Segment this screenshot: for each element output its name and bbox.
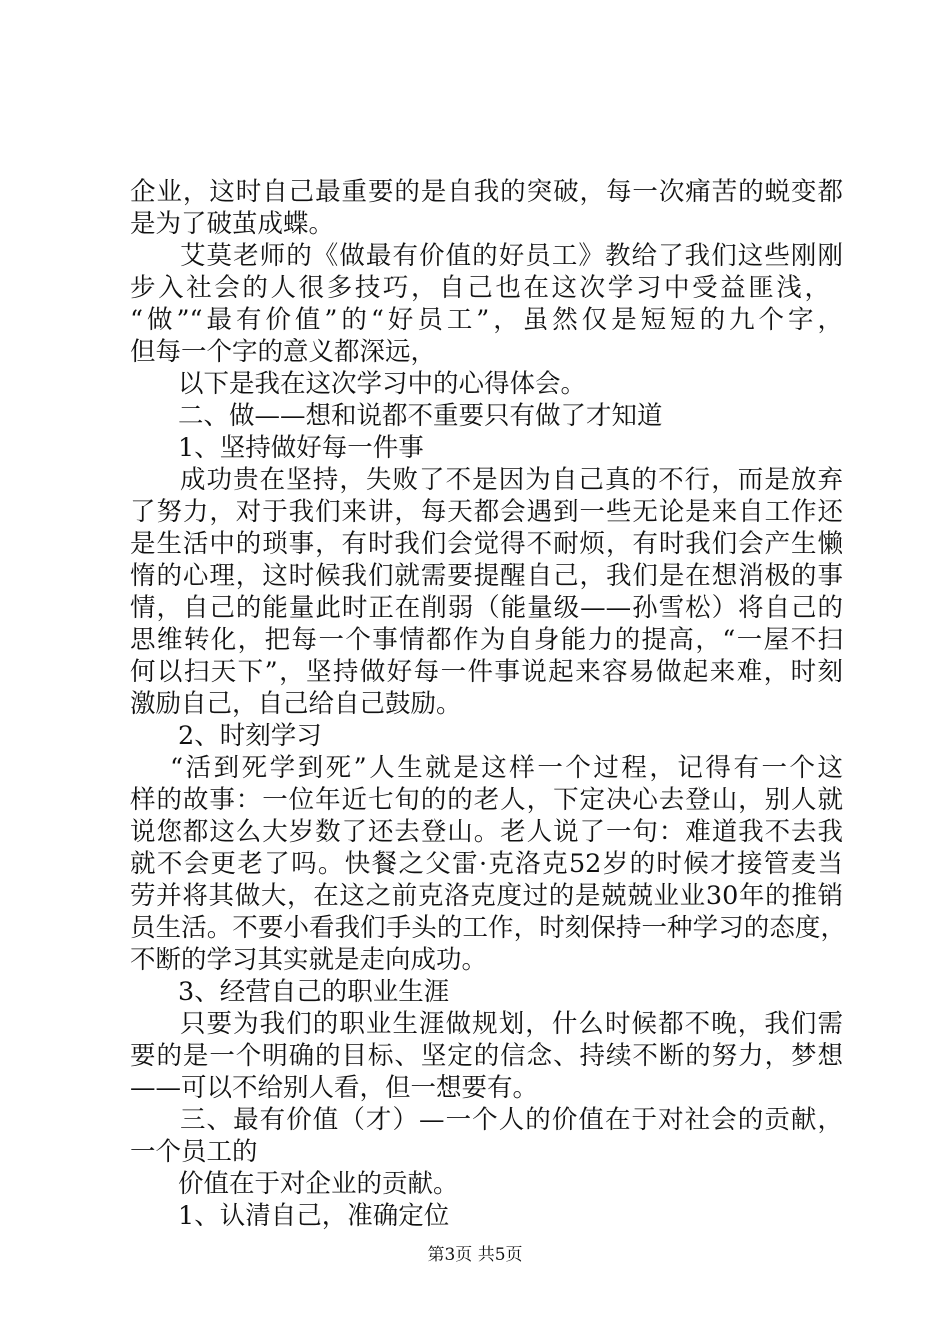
text-line: 步入社会的人很多技巧，自己也在这次学习中受益匪浅， xyxy=(130,273,830,303)
text-line: 惰的心理，这时候我们就需要提醒自己，我们是在想消极的事 xyxy=(130,561,843,591)
text-line: 成功贵在坚持，失败了不是因为自己真的不行，而是放弃 xyxy=(180,465,843,495)
text-line: 就不会更老了吗。快餐之父雷·克洛克52岁的时候才接管麦当 xyxy=(130,849,843,879)
text-line: 了努力，对于我们来讲，每天都会遇到一些无论是来自工作还 xyxy=(130,497,843,527)
text-line: 劳并将其做大，在这之前克洛克度过的是兢兢业业30年的推销 xyxy=(130,881,843,911)
text-line: 但每一个字的意义都深远， xyxy=(130,337,437,367)
text-line: 以下是我在这次学习中的心得体会。 xyxy=(178,369,587,399)
text-line: 企业，这时自己最重要的是自我的突破，每一次痛苦的蜕变都 xyxy=(130,177,843,207)
text-line: 说您都这么大岁数了还去登山。老人说了一句：难道我不去我 xyxy=(130,817,843,847)
text-line: 价值在于对企业的贡献。 xyxy=(178,1169,459,1199)
text-line: 激励自己，自己给自己鼓励。 xyxy=(130,689,462,719)
subsection-heading: 1、坚持做好每一件事 xyxy=(178,433,424,463)
text-line: 何以扫天下”，坚持做好每一件事说起来容易做起来难，时刻 xyxy=(130,657,843,687)
text-line: 只要为我们的职业生涯做规划，什么时候都不晚，我们需 xyxy=(180,1009,843,1039)
text-line: 员生活。不要小看我们手头的工作，时刻保持一种学习的态度， xyxy=(130,913,846,943)
subsection-heading: 2、时刻学习 xyxy=(178,721,322,751)
text-line: 样的故事：一位年近七旬的的老人，下定决心去登山，别人就 xyxy=(130,785,843,815)
section-heading: 三、最有价值（才）—一个人的价值在于对社会的贡献， xyxy=(180,1105,843,1135)
subsection-heading: 3、经营自己的职业生涯 xyxy=(178,977,450,1007)
text-line: 是为了破茧成蝶。 xyxy=(130,209,335,239)
page-number-footer: 第3页 共5页 xyxy=(427,1245,523,1265)
text-line: ——可以不给别人看，但一想要有。 xyxy=(130,1073,539,1103)
text-line: 一个员工的 xyxy=(130,1137,258,1167)
text-line: 艾莫老师的《做最有价值的好员工》教给了我们这些刚刚 xyxy=(180,241,843,271)
text-line: “做”“最有价值”的“好员工”，虽然仅是短短的九个字， xyxy=(130,305,843,335)
text-line: 是生活中的琐事，有时我们会觉得不耐烦，有时我们会产生懒 xyxy=(130,529,843,559)
text-line: “活到死学到死”人生就是这样一个过程，记得有一个这 xyxy=(170,753,843,783)
text-line: 要的是一个明确的目标、坚定的信念、持续不断的努力，梦想 xyxy=(130,1041,843,1071)
text-line: 不断的学习其实就是走向成功。 xyxy=(130,945,488,975)
section-heading: 二、做——想和说都不重要只有做了才知道 xyxy=(178,401,663,431)
text-line: 思维转化，把每一个事情都作为自身能力的提高，“一屋不扫 xyxy=(130,625,843,655)
subsection-heading: 1、认清自己，准确定位 xyxy=(178,1201,450,1231)
text-line: 情，自己的能量此时正在削弱（能量级——孙雪松）将自己的 xyxy=(130,593,843,623)
